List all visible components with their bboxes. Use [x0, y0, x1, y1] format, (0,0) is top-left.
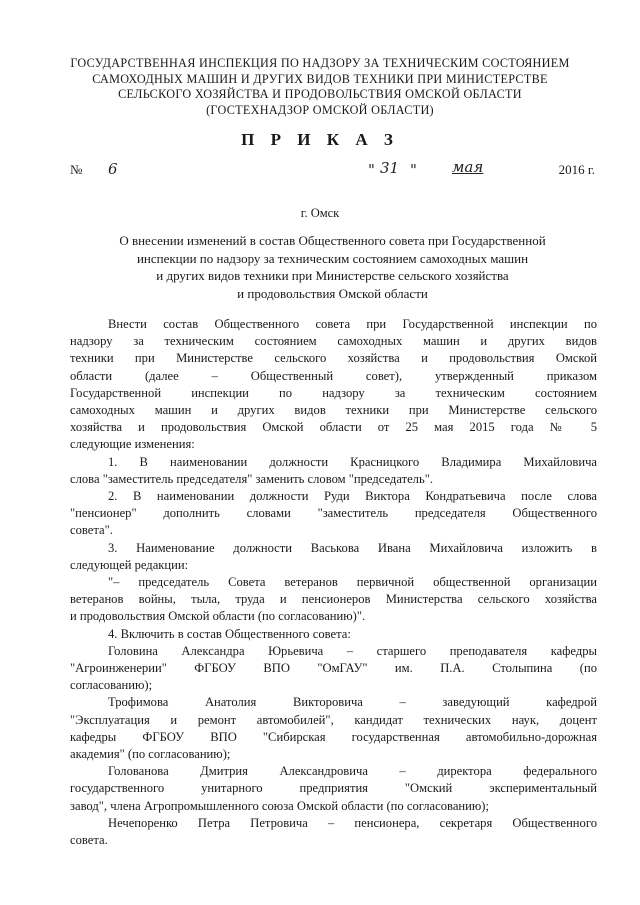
order-paragraph	[70, 763, 597, 815]
paragraph-line: следующие изменения:	[70, 437, 195, 452]
quote-open: "	[368, 161, 375, 179]
order-year: 2016 г.	[558, 162, 595, 177]
order-paragraph	[70, 540, 597, 574]
paragraph-line: слова "заместитель председателя" заменить словом "председатель".	[70, 471, 433, 486]
order-paragraph	[70, 694, 597, 763]
paragraph-line: области (далее – Общественный совет), утвержденный приказом	[70, 368, 597, 383]
subject-line: и продовольствия Омской области	[237, 285, 428, 301]
paragraph-line: 4. Включить в состав Общественного совета:	[108, 626, 351, 641]
order-paragraph	[70, 643, 597, 695]
document-title: П Р И К А З	[241, 130, 399, 149]
order-paragraph	[70, 574, 597, 626]
quote-close: "	[410, 161, 417, 179]
subject-line: и других видов техники при Министерстве сельского хозяйства	[156, 268, 509, 283]
agency-header	[60, 56, 580, 118]
paragraph-line: самоходных машин и других видов техники при Министерстве сельского	[70, 403, 597, 418]
order-paragraph	[70, 454, 597, 488]
paragraph-line: 1. В наименовании должности Красницкого Владимира Михайловича	[108, 454, 597, 469]
paragraph-line: государственного унитарного предприятия "Омский экспериментальный	[70, 781, 597, 796]
city: г. Омск	[300, 206, 340, 220]
header-line: ГОСУДАРСТВЕННАЯ ИНСПЕКЦИЯ ПО НАДЗОРУ ЗА ТЕХНИЧЕСКИМ СОСТОЯНИЕМ	[70, 56, 570, 70]
paragraph-line: следующей редакции:	[70, 557, 189, 572]
paragraph-line: "Агроинженерии" ФГБОУ ВПО "ОмГАУ" им. П.А. Столыпина (по	[70, 661, 597, 676]
paragraph-line: "пенсионер" дополнить словами "заместитель председателя Общественного	[70, 506, 597, 521]
order-day: 31	[380, 159, 400, 177]
number-sign: №	[70, 162, 83, 177]
paragraph-line: совета.	[70, 833, 108, 848]
paragraph-line: "– председатель Совета ветеранов первичной общественной организации	[108, 575, 597, 590]
order-number: 6	[108, 160, 118, 178]
paragraph-line: надзору за техническим состоянием самоходных машин и других видов	[70, 334, 597, 349]
paragraph-line: Голованова Дмитрия Александровича – директора федерального	[108, 764, 597, 779]
paragraph-line: совета".	[70, 523, 113, 538]
paragraph-line: Внести состав Общественного совета при Государственной инспекции по	[108, 317, 597, 331]
subject-line: инспекции по надзору за техническим состоянием самоходных машин	[136, 250, 529, 266]
paragraph-line: Государственной инспекции по надзору за техническим состоянием	[70, 385, 597, 400]
paragraph-line: 3. Наименование должности Васькова Ивана Михайловича изложить в	[108, 540, 597, 555]
paragraph-line: Нечепоренко Петра Петровича – пенсионера, секретаря Общественного	[108, 815, 597, 830]
order-paragraph	[70, 488, 597, 540]
order-paragraph	[70, 316, 597, 454]
paragraph-line: техники при Министерстве сельского хозяйства и продовольствия Омской	[70, 351, 597, 366]
paragraph-line: академия" (по согласованию);	[70, 747, 231, 762]
order-body	[70, 316, 597, 849]
paragraph-line: кафедры ФГБОУ ВПО "Сибирская государственная автомобильно-дорожная	[70, 729, 597, 744]
order-month: мая	[452, 158, 484, 176]
paragraph-line: "Эксплуатация и ремонт автомобилей", кандидат технических наук, доцент	[70, 712, 597, 727]
order-number-row	[70, 160, 595, 184]
paragraph-line: Головина Александра Юрьевича – старшего преподавателя кафедры	[108, 643, 597, 658]
order-paragraph	[70, 626, 597, 643]
paragraph-line: хозяйства и продовольствия Омской области от 25 мая 2015 года № 5	[70, 420, 597, 435]
paragraph-line: 2. В наименовании должности Руди Виктора Кондратьевича после слова	[108, 489, 597, 504]
paragraph-line: завод", члена Агропромышленного союза Омской области (по согласованию);	[70, 798, 489, 813]
header-line: СЕЛЬСКОГО ХОЗЯЙСТВА И ПРОДОВОЛЬСТВИЯ ОМСКОЙ ОБЛАСТИ	[118, 87, 522, 101]
header-line: (ГОСТЕХНАДЗОР ОМСКОЙ ОБЛАСТИ)	[206, 102, 434, 117]
paragraph-line: и продовольствия Омской области (по согласованию)".	[70, 609, 366, 624]
subject-line: О внесении изменений в состав Общественного совета при Государственной	[119, 233, 546, 248]
paragraph-line: Трофимова Анатолия Викторовича – заведующий кафедрой	[108, 695, 597, 710]
header-line: САМОХОДНЫХ МАШИН И ДРУГИХ ВИДОВ ТЕХНИКИ ПРИ МИНИСТЕРСТВЕ	[92, 71, 548, 86]
order-subject	[70, 232, 595, 302]
paragraph-line: согласованию);	[70, 678, 153, 693]
paragraph-line: ветеранов войны, тыла, труда и пенсионеров Министерства сельского хозяйства	[70, 592, 597, 607]
order-paragraph	[70, 815, 597, 849]
